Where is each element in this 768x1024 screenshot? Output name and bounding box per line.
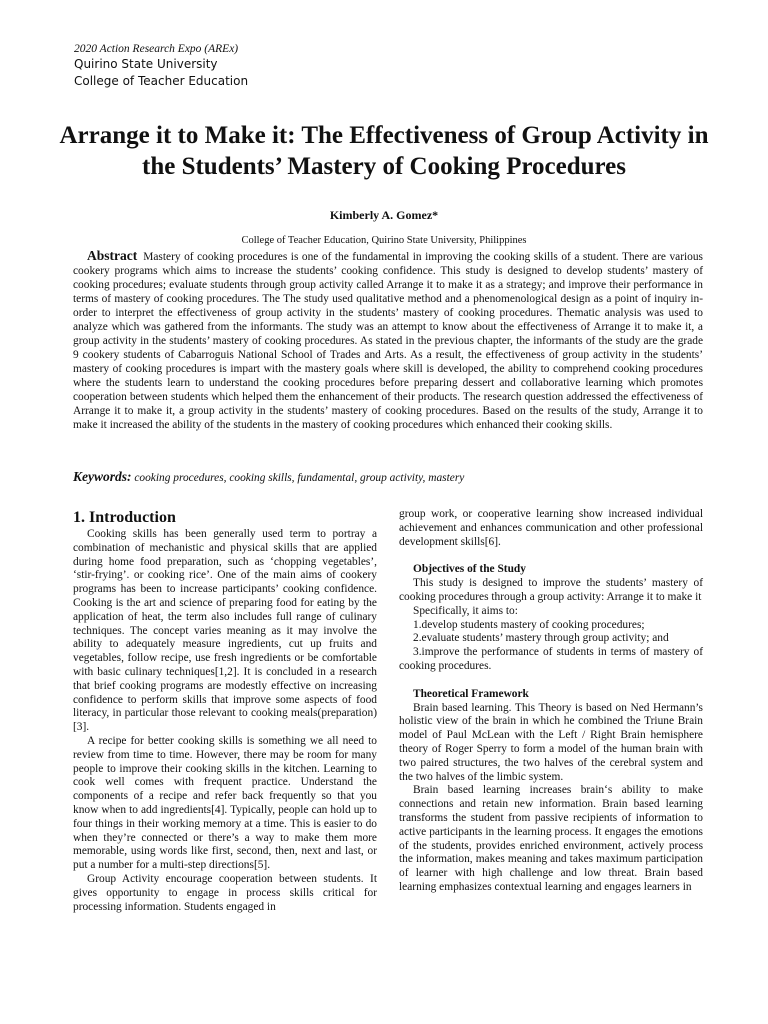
paper-title: Arrange it to Make it: The Effectiveness of Group Activity in the Students’ Mastery of Cooking Procedures [59, 122, 709, 180]
college-name: College of Teacher Education [74, 74, 249, 88]
page-header [74, 42, 248, 90]
framework-paragraph: Brain based learning. This Theory is based on Ned Hermann’s holistic view of the brain in which he combined the Triune Brain model of Paul McLean with the Left / Right Brain hemisphere theory of Roger Sperry to form a model of the human brain with two paired structures, the two halves of the cerebral system and the two halves of the limbic system. [399, 701, 703, 783]
intro-paragraph: Cooking skills has been generally used term to portray a combination of mechanistic and physical skills that are applied during home food preparation, such as ‘chopping vegetables’, ‘stir-frying’. or cooking rice’. One of the main aims of cookery programs has been to increase participants’ cooking confidence. Cooking is the art and science of preparing food for eating by the application of heat, the term also includes full range of culinary techniques. The concept varies meaning as it may involve the ability to adequately measure ingredients, cut up fruits and vegetables, follow recipe, use fresh ingredients or be comfortable with basic culinary techniques[1,2]. It is concluded in a research that brief cooking programs are modestly effective on increasing confidence to perform skills that improve some aspects of food literacy, in particular those relevant to cooking meals(preparation)[3]. [73, 528, 377, 734]
list-item: 3.improve the performance of students in terms of mastery of cooking procedures. [399, 646, 703, 672]
right-column [399, 508, 703, 895]
aims-list [399, 619, 703, 674]
list-item: 1.develop students mastery of cooking procedures; [413, 618, 645, 631]
keywords [73, 469, 703, 485]
intro-continuation: group work, or cooperative learning show increased individual achievement and enhances communication and other professional development skills[6]. [399, 508, 703, 548]
abstract-label: Abstract [87, 248, 138, 263]
abstract [73, 249, 703, 432]
framework-heading: Theoretical Framework [413, 687, 529, 700]
abstract-text: Mastery of cooking procedures is one of the fundamental in improving the cooking skills of a student. There are various cookery programs which aims to increase the students’ cooking confidence. This study is designed to develop students’ mastery of cooking procedures; evaluate students through group activity called Arrange it to make it as a strategy; and improve their performance in terms of mastery of cooking procedures. The The study used qualitative method and a phenomenological design as a point of inquiry in-order to interpret the effectiveness of group activity in the students’ mastery of cooking procedures. Thematic analysis was used to analyze which was gathered from the informants. The study was an attempt to know about the effectiveness of Arrange it to make it, a group activity in the students’ mastery of cooking procedures. As stated in the previous chapter, the informants of the study are the grade 9 cookery students of Cabarroguis National School of Trades and Arts. As a result, the effectiveness of group activity in the students’ mastery of cooking procedures is impart with the mastery goals where skill is developed, the ability to comprehend cooking procedures where the students learn to understand the cooking procedures before preparing dessert and collaborative learning which promotes cooperation between students which helped them the enhancement of their products. The research question addressed the effectiveness of Arrange it to make it, a group activity in the students’ mastery of cooking procedures. Based on the results of the study, Arrange it to make it increased the ability of the students in the mastery of cooking procedures which enhanced their cooking skills. [73, 251, 703, 431]
intro-paragraph: Group Activity encourage cooperation between students. It gives opportunity to engage in process skills critical for processing information. Students engaged in [73, 872, 377, 913]
keywords-label: Keywords: [73, 469, 132, 484]
aims-intro: Specifically, it aims to: [413, 604, 518, 617]
expo-name: 2020 Action Research Expo (AREx) [74, 43, 239, 55]
keywords-text: cooking procedures, cooking skills, fundamental, group activity, mastery [134, 472, 465, 484]
list-item: 2.evaluate students’ mastery through group activity; and [413, 632, 669, 645]
author-name: Kimberly A. Gomez* [329, 208, 439, 222]
framework-paragraph: Brain based learning increases brain‘s ability to make connections and retain new information. Brain based learning transforms the student from passive recipients of information to active participants in the learning process. It engages the emotions of the students, provides enriched environment, actively process the information, makes meaning and takes maximum participation of learner with high challenge and low threat. Brain based learning emphasizes contextual learning and engages learners in [399, 784, 703, 893]
intro-paragraph: A recipe for better cooking skills is something we all need to review from time to time. However, there may be room for many people to improve their cooking skills in the kitchen. Learning to cook well comes with frequent practice. Understand the components of a recipe and refer back frequently so that you know when to add ingredients[4]. Typically, people can hold up to four things in their working memory at a time. This is easier to do when they’re connected or there’s a way to make them more memorable, using words like first, second, then, next and last, or put a number for a multi-step directions[5]. [73, 734, 377, 872]
left-column [73, 508, 377, 914]
author-affiliation: College of Teacher Education, Quirino State University, Philippines [241, 235, 527, 246]
objectives-intro: This study is designed to improve the students’ mastery of cooking procedures through a group activity: Arrange it to make it [399, 577, 703, 603]
section-heading-introduction: 1. Introduction [73, 509, 176, 526]
objectives-heading: Objectives of the Study [413, 563, 526, 576]
university-name: Quirino State University [74, 57, 218, 71]
